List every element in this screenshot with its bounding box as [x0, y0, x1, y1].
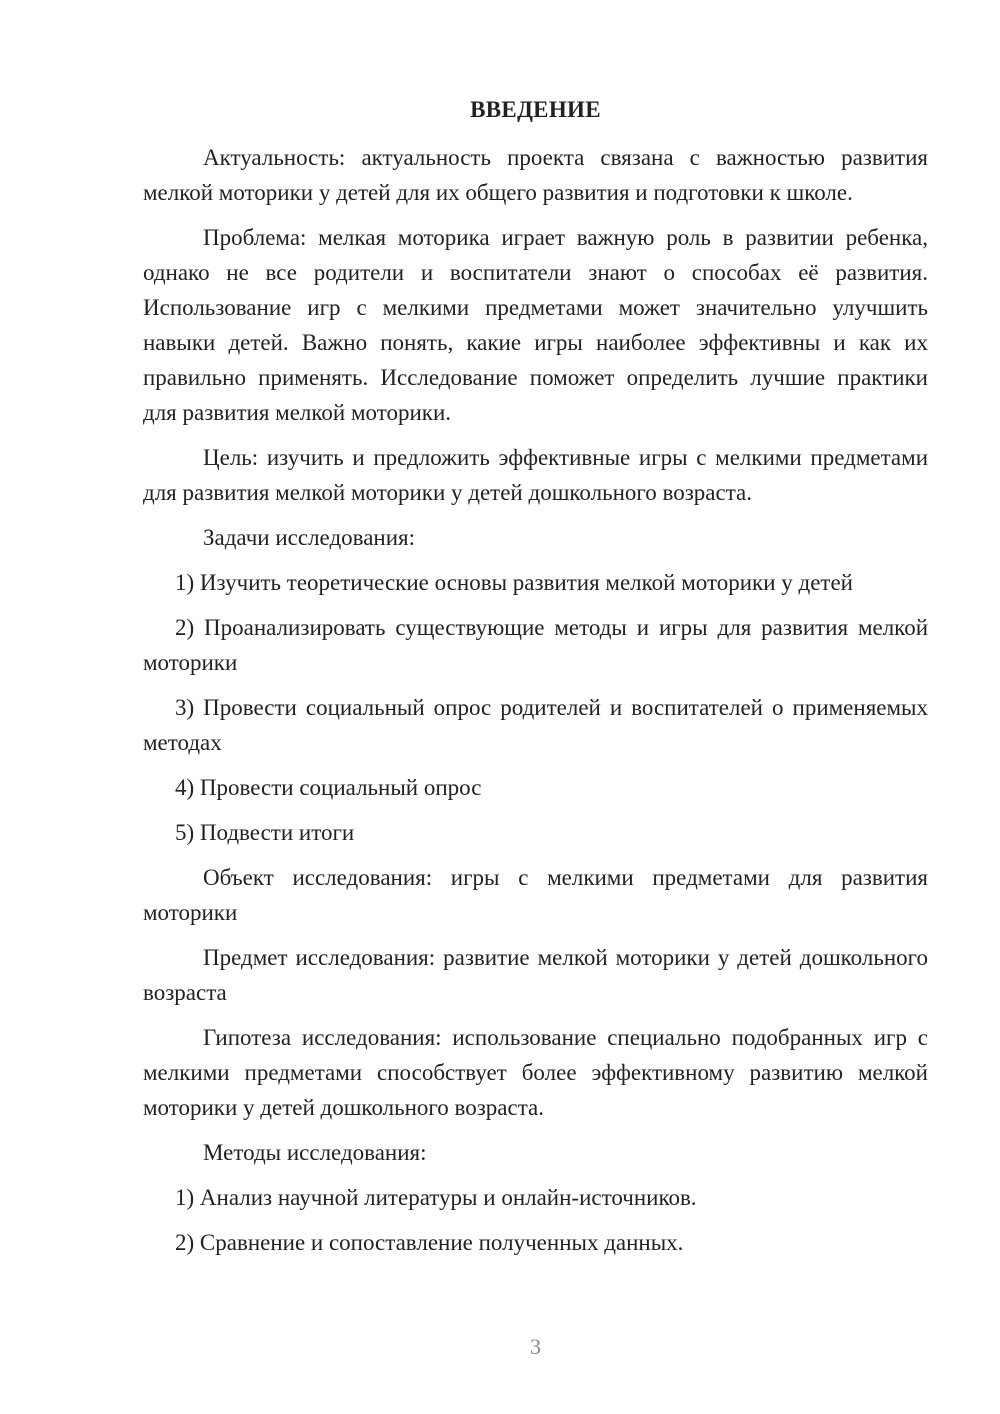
paragraph-subject: Предмет исследования: развитие мелкой моторики у детей дошкольного возраста: [143, 945, 928, 1005]
page-number: 3: [530, 1334, 541, 1359]
paragraph-tasks-heading: Задачи исследования:: [203, 525, 416, 550]
list-item-task-3: 3) Провести социальный опрос родителей и воспитателей о применяемых методах: [143, 695, 928, 755]
list-item-method-1: 1) Анализ научной литературы и онлайн-источников.: [175, 1185, 697, 1210]
paragraph-problem: Проблема: мелкая моторика играет важную роль в развитии ребенка, однако не все родители и воспитатели знают о способах её развития. Использование игр с мелкими предметами может значительно улучшить навыки детей. Важно понять, какие игры наиболее эффективны и как их правильно применять. Исследование поможет определить лучшие практики для развития мелкой моторики.: [143, 225, 928, 425]
document-title: ВВЕДЕНИЕ: [470, 97, 601, 122]
paragraph-goal: Цель: изучить и предложить эффективные игры с мелкими предметами для развития мелкой моторики у детей дошкольного возраста.: [143, 445, 928, 505]
list-item-task-5: 5) Подвести итоги: [175, 820, 355, 845]
list-item-method-2: 2) Сравнение и сопоставление полученных данных.: [175, 1230, 684, 1255]
document-page: [143, 0, 928, 1414]
list-item-task-1: 1) Изучить теоретические основы развития мелкой моторики у детей: [175, 570, 853, 595]
paragraph-hypothesis: Гипотеза исследования: использование специально подобранных игр с мелкими предметами способствует более эффективному развитию мелкой моторики у детей дошкольного возраста.: [143, 1025, 928, 1120]
paragraph-methods-heading: Методы исследования:: [203, 1140, 427, 1165]
paragraph-relevance: Актуальность: актуальность проекта связана с важностью развития мелкой моторики у детей для их общего развития и подготовки к школе.: [143, 145, 928, 205]
list-item-task-4: 4) Провести социальный опрос: [175, 775, 482, 800]
document-body: [143, 140, 928, 1270]
list-item-task-2: 2) Проанализировать существующие методы и игры для развития мелкой моторики: [143, 615, 928, 675]
paragraph-object: Объект исследования: игры с мелкими предметами для развития моторики: [143, 865, 928, 925]
